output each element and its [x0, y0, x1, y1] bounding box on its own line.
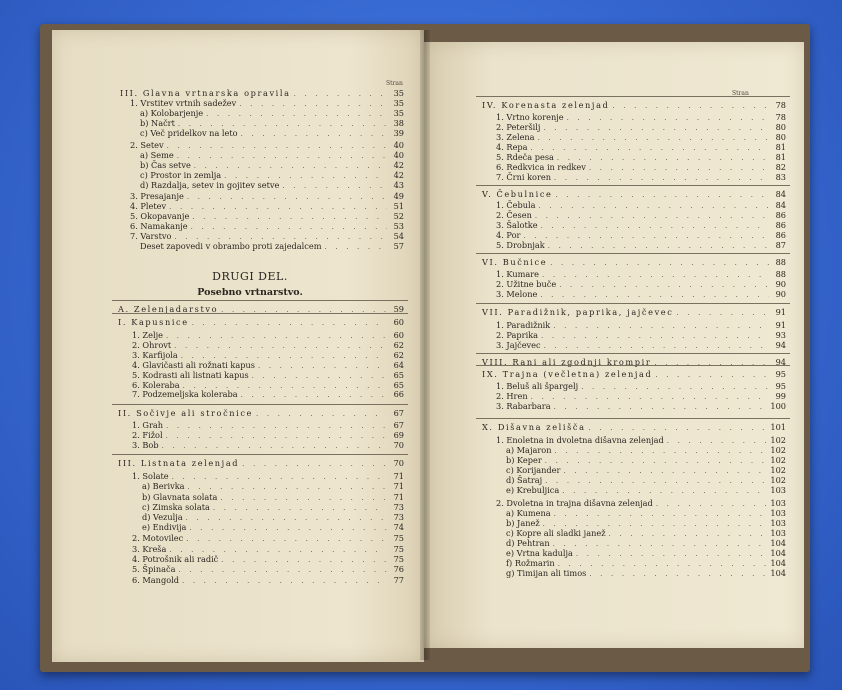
- section-divider: [112, 404, 408, 405]
- toc-entry-title: II. Sočivje ali stročnice: [118, 408, 253, 418]
- toc-entry-title: 1. Vrstitev vrtnih sadežev: [130, 98, 237, 108]
- toc-entry-title: 2. Ohrovt: [132, 340, 172, 350]
- dot-leader: [192, 318, 387, 328]
- dot-leader: [544, 341, 769, 351]
- toc-entry: [132, 389, 404, 400]
- toc-entry-title: IX. Trajna (večletna) zelenjad: [482, 369, 653, 379]
- toc-entry-title: a) Kolobarjenje: [140, 108, 204, 118]
- toc-entry-title: c) Zimska solata: [142, 502, 210, 512]
- toc-entry-title: a) Berivka: [142, 481, 185, 491]
- toc-page-number: 103: [770, 518, 786, 528]
- toc-entry-title: e) Endivija: [142, 522, 187, 532]
- toc-page-number: 102: [770, 445, 786, 455]
- toc-page-number: 102: [770, 455, 786, 465]
- toc-page-number: 42: [393, 170, 404, 180]
- toc-entry: [142, 481, 404, 492]
- toc-page-number: 101: [770, 422, 786, 432]
- toc-page-number: 49: [393, 191, 404, 201]
- toc-entry-title: I. Kapusnice: [118, 317, 189, 327]
- toc-page-number: 69: [393, 430, 404, 440]
- toc-entry-title: 3. Šalotke: [496, 220, 538, 230]
- toc-page-number: 90: [775, 289, 786, 299]
- toc-page-number: 104: [770, 558, 786, 568]
- toc-entry: [482, 422, 786, 433]
- toc-page-number: 104: [770, 568, 786, 578]
- toc-entry-title: 6. Mangold: [132, 575, 179, 585]
- toc-page-number: 70: [393, 440, 404, 450]
- toc-entry-title: 4. Por: [496, 230, 521, 240]
- toc-page-number: 88: [775, 269, 786, 279]
- toc-page-number: 70: [393, 458, 404, 468]
- toc-page-number: 84: [775, 189, 786, 199]
- dot-leader: [676, 308, 769, 318]
- dot-leader: [550, 258, 769, 268]
- toc-page-number: 71: [393, 492, 404, 502]
- toc-entry-title: VIII. Rani ali zgodnji krompir: [482, 357, 652, 367]
- dot-leader: [540, 290, 769, 300]
- toc-entry-title: VI. Bučnice: [482, 257, 548, 267]
- toc-entry: [506, 568, 786, 579]
- toc-entry-title: 2. Peteršilj: [496, 122, 541, 132]
- dot-leader: [554, 402, 768, 412]
- toc-entry: [118, 458, 404, 469]
- toc-entry-title: 2. Česen: [496, 210, 532, 220]
- toc-entry-title: 5. Kodrasti ali listnati kapus: [132, 370, 249, 380]
- toc-entry-title: 3. Bob: [132, 440, 159, 450]
- toc-entry: [496, 289, 786, 300]
- toc-page-number: 103: [770, 508, 786, 518]
- toc-page-number: 64: [393, 360, 404, 370]
- toc-page-number: 103: [770, 485, 786, 495]
- toc-entry-title: d) Pehtran: [506, 538, 550, 548]
- toc-entry-title: a) Majaron: [506, 445, 552, 455]
- toc-entry-title: 2. Setev: [130, 140, 164, 150]
- toc-page-number: 67: [393, 408, 404, 418]
- dot-leader: [589, 569, 767, 579]
- toc-entry-title: 5. Špinača: [132, 564, 176, 574]
- toc-entry-title: 1. Beluš ali špargelj: [496, 381, 579, 391]
- toc-entry-title: 4. Glavičasti ali rožnati kapus: [132, 360, 255, 370]
- dot-leader: [179, 565, 387, 575]
- toc-page-number: 77: [393, 575, 404, 585]
- toc-page-number: 102: [770, 465, 786, 475]
- section-divider: [112, 454, 408, 455]
- toc-page-number: 40: [393, 140, 404, 150]
- dot-leader: [256, 409, 387, 419]
- dot-leader: [282, 181, 387, 191]
- toc-entry-title: V. Čebulnice: [482, 189, 553, 199]
- toc-entry-title: 3. Kreša: [132, 544, 167, 554]
- dot-leader: [186, 534, 387, 544]
- dot-leader: [562, 486, 767, 496]
- toc-page-number: 99: [775, 391, 786, 401]
- dot-leader: [182, 576, 387, 586]
- dot-leader: [325, 242, 388, 252]
- toc-entry-title: 5. Okopavanje: [130, 211, 190, 221]
- toc-page-number: 104: [770, 538, 786, 548]
- toc-page-number: 76: [393, 564, 404, 574]
- section-divider: [476, 418, 790, 419]
- toc-entry-title: III. Glavna vrtnarska opravila: [120, 88, 291, 98]
- toc-entry-title: 1. Čebula: [496, 200, 536, 210]
- toc-entry-title: 2. Fižol: [132, 430, 163, 440]
- left-page: [52, 30, 424, 662]
- toc-page-number: 102: [770, 475, 786, 485]
- dot-leader: [589, 423, 768, 433]
- toc-page-number: 54: [393, 231, 404, 241]
- toc-entry: [132, 533, 404, 544]
- toc-entry: [482, 189, 786, 200]
- toc-page-number: 71: [393, 471, 404, 481]
- toc-page-number: 87: [775, 240, 786, 250]
- toc-entry-title: 7. Črni koren: [496, 172, 552, 182]
- toc-entry-title: b) Janež: [506, 518, 540, 528]
- toc-page-number: 38: [393, 118, 404, 128]
- toc-page-number: 103: [770, 528, 786, 538]
- toc-entry-title: 3. Jajčevec: [496, 340, 541, 350]
- toc-page-number: 39: [393, 128, 404, 138]
- toc-page-number: 95: [775, 381, 786, 391]
- toc-page-number: 83: [775, 172, 786, 182]
- toc-page-number: 94: [775, 357, 786, 367]
- toc-entry-title: 6. Namakanje: [130, 221, 188, 231]
- toc-page-number: 86: [775, 220, 786, 230]
- toc-entry-title: 6. Redkvica in redkev: [496, 162, 586, 172]
- toc-entry-title: IV. Korenasta zelenjad: [482, 100, 610, 110]
- dot-leader: [655, 370, 769, 380]
- toc-entry: [506, 485, 786, 496]
- left-page-stran-label: Stran: [386, 80, 403, 87]
- toc-entry-title: 7. Podzemeljska koleraba: [132, 389, 238, 399]
- dot-leader: [548, 241, 769, 251]
- toc-page-number: 71: [393, 481, 404, 491]
- toc-entry-title: Deset zapovedi v obrambo proti zajedalcem: [140, 241, 322, 251]
- section-divider: [476, 96, 790, 97]
- toc-page-number: 78: [775, 100, 786, 110]
- toc-entry: [496, 172, 786, 183]
- toc-page-number: 91: [775, 307, 786, 317]
- toc-entry-title: 3. Zelena: [496, 132, 535, 142]
- toc-entry-title: 7. Varstvo: [130, 231, 172, 241]
- toc-entry-title: b) Čas setve: [140, 160, 191, 170]
- section-heading-drugi-del: DRUGI DEL.: [212, 270, 288, 283]
- toc-page-number: 43: [393, 180, 404, 190]
- toc-entry-title: 2. Hren: [496, 391, 528, 401]
- toc-entry-title: 1. Grah: [132, 420, 164, 430]
- toc-page-number: 86: [775, 230, 786, 240]
- section-divider: [476, 353, 790, 354]
- toc-entry: [140, 128, 404, 139]
- toc-entry-title: 5. Drobnjak: [496, 240, 545, 250]
- toc-entry-title: c) Več pridelkov na leto: [140, 128, 238, 138]
- toc-entry-title: g) Timijan ali timos: [506, 568, 587, 578]
- toc-entry: [132, 440, 404, 451]
- toc-page-number: 100: [770, 401, 786, 411]
- toc-entry-title: d) Razdalja, setev in gojitev setve: [140, 180, 280, 190]
- toc-page-number: 62: [393, 350, 404, 360]
- toc-entry-title: 5. Rdeča pesa: [496, 152, 554, 162]
- toc-entry-title: 1. Zelje: [132, 330, 163, 340]
- toc-page-number: 73: [393, 502, 404, 512]
- toc-entry: [482, 357, 786, 368]
- toc-entry-title: b) Keper: [506, 455, 542, 465]
- toc-page-number: 88: [775, 257, 786, 267]
- toc-entry: [140, 241, 404, 252]
- toc-entry: [140, 180, 404, 191]
- toc-entry: [482, 100, 786, 111]
- toc-page-number: 102: [770, 435, 786, 445]
- toc-entry-title: 6. Koleraba: [132, 380, 180, 390]
- section-divider: [112, 300, 408, 301]
- toc-page-number: 66: [393, 389, 404, 399]
- toc-page-number: 74: [393, 522, 404, 532]
- toc-entry-title: 1. Paradižnik: [496, 320, 551, 330]
- dot-leader: [189, 523, 387, 533]
- toc-entry-title: 4. Repa: [496, 142, 528, 152]
- toc-entry: [132, 564, 404, 575]
- toc-entry-title: d) Vezulja: [142, 512, 183, 522]
- toc-page-number: 104: [770, 548, 786, 558]
- toc-entry-title: 1. Enoletna in dvoletna dišavna zelenjad: [496, 435, 664, 445]
- toc-page-number: 65: [393, 370, 404, 380]
- toc-page-number: 95: [775, 369, 786, 379]
- toc-page-number: 84: [775, 200, 786, 210]
- toc-entry-title: 2. Dvoletna in trajna dišavna zelenjad: [496, 498, 653, 508]
- toc-entry-title: III. Listnata zelenjad: [118, 458, 240, 468]
- toc-page-number: 73: [393, 512, 404, 522]
- toc-entry-title: 1. Kumare: [496, 269, 540, 279]
- dot-leader: [242, 459, 387, 469]
- toc-page-number: 65: [393, 380, 404, 390]
- toc-entry: [482, 307, 786, 318]
- toc-entry-title: 2. Paprika: [496, 330, 539, 340]
- toc-page-number: 40: [393, 150, 404, 160]
- toc-entry-title: c) Kopre ali sladki janež: [506, 528, 606, 538]
- toc-entry: [132, 575, 404, 586]
- toc-page-number: 91: [775, 320, 786, 330]
- toc-entry-title: a) Seme: [140, 150, 174, 160]
- toc-page-number: 60: [393, 330, 404, 340]
- section-subheading-posebno-vrtnarstvo: Posebno vrtnarstvo.: [197, 287, 303, 298]
- toc-entry: [482, 257, 786, 268]
- toc-entry-title: 1. Vrtno korenje: [496, 112, 564, 122]
- toc-page-number: 51: [393, 201, 404, 211]
- toc-entry-title: c) Korijander: [506, 465, 561, 475]
- right-page-stran-label: Stran: [732, 90, 749, 97]
- toc-entry: [142, 522, 404, 533]
- toc-page-number: 35: [393, 98, 404, 108]
- toc-entry-title: 3. Karfijola: [132, 350, 178, 360]
- book-gutter: [420, 30, 430, 660]
- toc-entry-title: b) Načrt: [140, 118, 175, 128]
- toc-page-number: 86: [775, 210, 786, 220]
- toc-page-number: 82: [775, 162, 786, 172]
- toc-entry-title: d) Šatraj: [506, 475, 543, 485]
- toc-page-number: 80: [775, 122, 786, 132]
- dot-leader: [554, 173, 769, 183]
- dot-leader: [654, 358, 769, 368]
- section-divider: [112, 313, 408, 314]
- dot-leader: [188, 482, 387, 492]
- toc-page-number: 94: [775, 340, 786, 350]
- toc-page-number: 53: [393, 221, 404, 231]
- toc-entry-title: 3. Melone: [496, 289, 538, 299]
- toc-page-number: 80: [775, 132, 786, 142]
- toc-entry-title: e) Vrtna kadulja: [506, 548, 573, 558]
- dot-leader: [612, 101, 769, 111]
- toc-page-number: 59: [393, 304, 404, 314]
- toc-entry: [496, 401, 786, 412]
- toc-entry-title: 2. Užitne buče: [496, 279, 557, 289]
- section-divider: [476, 253, 790, 254]
- toc-page-number: 81: [775, 142, 786, 152]
- toc-page-number: 93: [775, 330, 786, 340]
- toc-entry: [118, 408, 404, 419]
- dot-leader: [555, 190, 769, 200]
- right-page: [424, 42, 804, 648]
- toc-entry-title: A. Zelenjadarstvo: [118, 304, 219, 314]
- dot-leader: [241, 129, 387, 139]
- toc-entry-title: c) Prostor in zemlja: [140, 170, 222, 180]
- toc-page-number: 60: [393, 317, 404, 327]
- toc-entry-title: 3. Rabarbara: [496, 401, 551, 411]
- toc-entry-title: 1. Solate: [132, 471, 169, 481]
- toc-page-number: 78: [775, 112, 786, 122]
- toc-entry-title: 3. Presajanje: [130, 191, 184, 201]
- toc-page-number: 75: [393, 544, 404, 554]
- section-divider: [476, 365, 790, 366]
- toc-entry-title: 2. Motovilec: [132, 533, 184, 543]
- toc-entry-title: e) Krebuljica: [506, 485, 560, 495]
- toc-entry-title: a) Kumena: [506, 508, 551, 518]
- toc-entry-title: 4. Potrošnik ali radič: [132, 554, 219, 564]
- toc-page-number: 75: [393, 554, 404, 564]
- toc-page-number: 62: [393, 340, 404, 350]
- toc-page-number: 103: [770, 498, 786, 508]
- toc-entry: [496, 340, 786, 351]
- toc-entry-title: 4. Pletev: [130, 201, 167, 211]
- section-divider: [476, 303, 790, 304]
- section-divider: [476, 185, 790, 186]
- toc-entry-title: X. Dišavna zelišča: [482, 422, 586, 432]
- toc-page-number: 52: [393, 211, 404, 221]
- toc-page-number: 35: [393, 88, 404, 98]
- toc-entry-title: b) Glavnata solata: [142, 492, 218, 502]
- toc-entry-title: f) Rožmarin: [506, 558, 555, 568]
- dot-leader: [162, 441, 387, 451]
- toc-entry-title: VII. Paradižnik, paprika, jajčevec: [482, 307, 674, 317]
- toc-page-number: 42: [393, 160, 404, 170]
- toc-page-number: 57: [393, 241, 404, 251]
- toc-page-number: 67: [393, 420, 404, 430]
- toc-entry: [482, 369, 786, 380]
- toc-page-number: 35: [393, 108, 404, 118]
- toc-entry: [496, 240, 786, 251]
- toc-page-number: 81: [775, 152, 786, 162]
- dot-leader: [241, 390, 387, 400]
- toc-entry: [118, 317, 404, 328]
- toc-page-number: 90: [775, 279, 786, 289]
- toc-page-number: 75: [393, 533, 404, 543]
